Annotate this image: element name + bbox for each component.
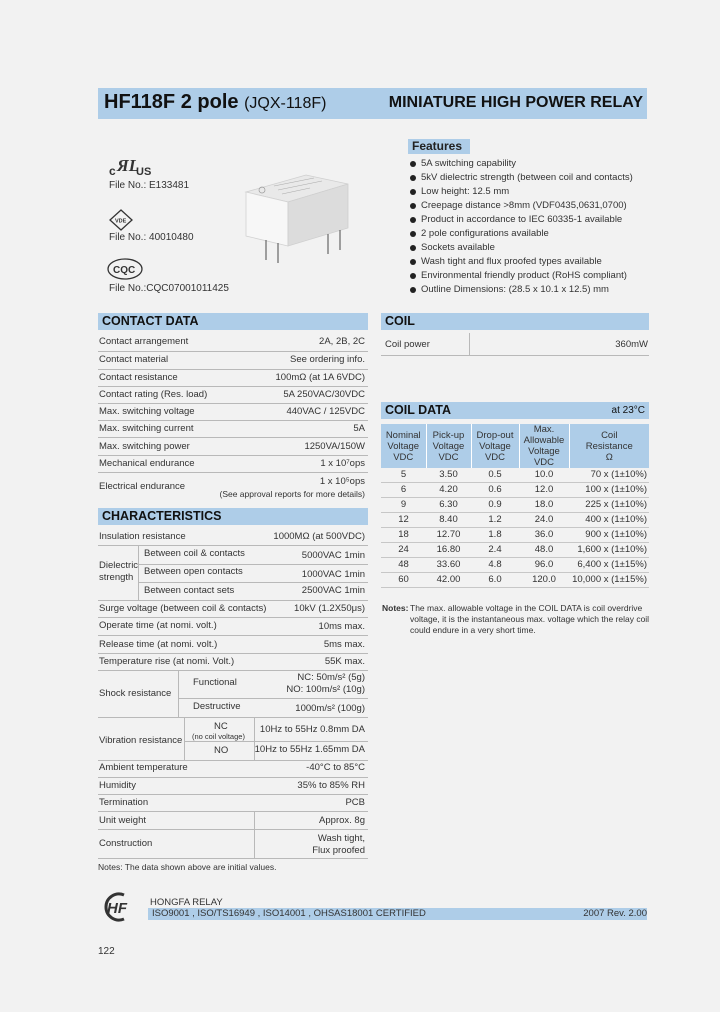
svg-text:c: c — [109, 164, 116, 178]
company-name: HONGFA RELAY — [150, 897, 223, 908]
release-time-label: Release time (at nomi. volt.) — [99, 639, 218, 650]
svg-text:HF: HF — [107, 900, 127, 917]
operate-time-label: Operate time (at nomi. volt.) — [99, 620, 217, 631]
contact-row-value: 5A 250VAC/30VDC — [283, 389, 365, 400]
dielectric-row-label: Between coil & contacts — [144, 548, 245, 559]
feature-item: Creepage distance >8mm (VDF0435,0631,0700) — [410, 200, 633, 214]
table-row: 24 16.80 2.4 48.0 1,600 x (1±10%) — [381, 543, 649, 558]
humidity-value: 35% to 85% RH — [297, 780, 365, 791]
contact-row-label: Contact material — [99, 354, 169, 365]
temperature-rise-label: Temperature rise (at nomi. Volt.) — [99, 656, 235, 667]
table-row: 9 6.30 0.9 18.0 225 x (1±10%) — [381, 498, 649, 513]
vibration-nc-value: 10Hz to 55Hz 0.8mm DA — [259, 724, 365, 735]
termination-value: PCB — [345, 797, 365, 808]
svg-text:ЯL: ЯL — [117, 156, 140, 175]
coil-power-value: 360mW — [615, 339, 648, 350]
surge-label: Surge voltage (between coil & contacts) — [99, 603, 267, 614]
footer-revision: 2007 Rev. 2.00 — [583, 908, 647, 919]
operate-time-value: 10ms max. — [318, 621, 365, 632]
feature-item: Outline Dimensions: (28.5 x 10.1 x 12.5) mm — [410, 284, 633, 298]
vibration-no-value: 10Hz to 55Hz 1.65mm DA — [254, 744, 365, 755]
col-header-pickup-voltage: Pick-up Voltage VDC — [426, 424, 471, 468]
feature-item: Sockets available — [410, 242, 633, 256]
unit-weight-value: Approx. 8g — [319, 815, 365, 826]
coil-data-heading — [381, 402, 649, 419]
shock-functional-no: NO: 100m/s² (10g) — [286, 684, 365, 695]
shock-functional-nc: NC: 50m/s² (5g) — [297, 672, 365, 683]
product-description: MINIATURE HIGH POWER RELAY — [388, 94, 643, 111]
feature-item: 2 pole configurations available — [410, 228, 633, 242]
shock-functional-label: Functional — [193, 677, 237, 688]
contact-row-label: Mechanical endurance — [99, 458, 195, 469]
surge-value: 10kV (1.2X50μs) — [294, 603, 365, 614]
contact-row-value: 2A, 2B, 2C — [319, 336, 365, 347]
contact-row-value: 1250VA/150W — [304, 441, 365, 452]
title-bar — [98, 88, 647, 119]
col-header-dropout-voltage: Drop-out Voltage VDC — [471, 424, 519, 468]
characteristics-notes: Notes: The data shown above are initial values. — [98, 862, 277, 872]
svg-text:US: US — [136, 166, 152, 178]
termination-label: Termination — [99, 797, 149, 808]
ul-logo-icon — [109, 156, 152, 178]
dielectric-label-2: strength — [99, 572, 134, 583]
table-row: 6 4.20 0.6 12.0 100 x (1±10%) — [381, 483, 649, 498]
vde-logo-icon — [109, 209, 133, 231]
humidity-label: Humidity — [99, 780, 136, 791]
coil-data-header-row — [381, 424, 649, 468]
col-header-max-voltage: Max. Allowable Voltage VDC — [519, 424, 569, 468]
dielectric-row-value: 1000VAC 1min — [301, 569, 365, 580]
electrical-endurance-label: Electrical endurance — [99, 481, 186, 492]
dielectric-row-label: Between contact sets — [144, 585, 235, 596]
coil-data-note-line: The max. allowable voltage in the COIL DATA is coil overdrive — [410, 603, 643, 613]
contact-row-value: 5A — [353, 423, 365, 434]
contact-row-label: Contact resistance — [99, 372, 178, 383]
table-row: 60 42.00 6.0 120.0 10,000 x (1±15%) — [381, 573, 649, 588]
vde-file-number: File No.: 40010480 — [109, 232, 194, 243]
coil-data-note-line: could endure in a very short time. — [410, 625, 536, 635]
contact-row-value: 1 x 10⁷ops — [320, 458, 365, 469]
contact-row-label: Contact arrangement — [99, 336, 189, 347]
coil-heading: COIL — [381, 313, 649, 330]
dielectric-row-value: 5000VAC 1min — [301, 550, 365, 561]
page-number: 122 — [98, 946, 115, 957]
table-row: 5 3.50 0.5 10.0 70 x (1±10%) — [381, 468, 649, 483]
dielectric-row-value: 2500VAC 1min — [301, 585, 365, 596]
construction-value-2: Flux proofed — [312, 845, 365, 856]
coil-data-note-line: voltage, it is the instantaneous max. voltage which the relay coil — [410, 614, 650, 624]
characteristics-heading: CHARACTERISTICS — [98, 508, 368, 525]
shock-destructive-value: 1000m/s² (100g) — [295, 703, 365, 714]
temperature-rise-value: 55K max. — [324, 656, 365, 667]
col-header-nominal-voltage: Nominal Voltage VDC — [381, 424, 426, 468]
coil-data-title: COIL DATA — [385, 403, 451, 417]
insulation-label: Insulation resistance — [99, 531, 186, 542]
feature-item: Product in accordance to IEC 60335-1 available — [410, 214, 633, 228]
shock-destructive-label: Destructive — [193, 701, 241, 712]
hongfa-logo-icon — [98, 892, 140, 922]
vibration-nc-label: NC — [214, 721, 228, 732]
table-row: 12 8.40 1.2 24.0 400 x (1±10%) — [381, 513, 649, 528]
svg-text:CQC: CQC — [113, 265, 136, 276]
electrical-endurance-note: (See approval reports for more details) — [219, 489, 365, 499]
product-alt-model: (JQX-118F) — [244, 95, 327, 112]
contact-row-value: See ordering info. — [290, 354, 365, 365]
coil-data-temperature: at 23°C — [611, 405, 645, 416]
feature-item: Wash tight and flux proofed types available — [410, 256, 633, 270]
vibration-no-label: NO — [214, 745, 229, 756]
electrical-endurance-value: 1 x 10⁵ops — [319, 476, 365, 487]
coil-data-notes-label: Notes: — [382, 603, 409, 613]
ambient-temperature-label: Ambient temperature — [99, 762, 188, 773]
coil-data-table — [381, 424, 649, 588]
col-header-coil-resistance: Coil Resistance Ω — [569, 424, 649, 468]
contact-row-label: Contact rating (Res. load) — [99, 389, 208, 400]
table-row: 18 12.70 1.8 36.0 900 x (1±10%) — [381, 528, 649, 543]
dielectric-label: Dielectric — [99, 560, 139, 571]
feature-item: 5A switching capability — [410, 158, 633, 172]
footer-certifications: ISO9001 , ISO/TS16949 , ISO14001 , OHSAS18001 CERTIFIED — [152, 908, 426, 919]
contact-data-heading: CONTACT DATA — [98, 313, 368, 330]
contact-row-label: Max. switching current — [99, 423, 194, 434]
contact-row-label: Max. switching power — [99, 441, 190, 452]
vibration-nc-sub: (no coil voltage) — [192, 732, 245, 741]
ul-file-number: File No.: E133481 — [109, 180, 190, 191]
construction-value: Wash tight, — [317, 833, 365, 844]
feature-item: Low height: 12.5 mm — [410, 186, 633, 200]
contact-row-value: 100mΩ (at 1A 6VDC) — [275, 372, 365, 383]
feature-item: Environmental friendly product (RoHS compliant) — [410, 270, 633, 284]
features-heading: Features — [408, 139, 470, 154]
shock-label: Shock resistance — [99, 688, 172, 699]
insulation-value: 1000MΩ (at 500VDC) — [273, 531, 365, 542]
relay-product-image — [244, 170, 352, 265]
footer-cert-bar — [148, 908, 647, 920]
table-row: 48 33.60 4.8 96.0 6,400 x (1±15%) — [381, 558, 649, 573]
coil-power-label: Coil power — [385, 339, 430, 350]
unit-weight-label: Unit weight — [99, 815, 146, 826]
svg-text:VDE: VDE — [115, 218, 127, 225]
contact-row-label: Max. switching voltage — [99, 406, 195, 417]
release-time-value: 5ms max. — [323, 639, 365, 650]
ambient-temperature-value: -40°C to 85°C — [306, 762, 365, 773]
features-list — [410, 158, 633, 298]
vibration-label: Vibration resistance — [99, 735, 183, 746]
construction-label: Construction — [99, 838, 153, 849]
feature-item: 5kV dielectric strength (between coil and contacts) — [410, 172, 633, 186]
product-model: HF118F 2 pole (JQX-118F) — [104, 91, 327, 113]
contact-row-value: 440VAC / 125VDC — [286, 406, 365, 417]
cqc-file-number: File No.:CQC07001011425 — [109, 283, 229, 294]
dielectric-row-label: Between open contacts — [144, 566, 243, 577]
cqc-logo-icon — [107, 258, 143, 280]
